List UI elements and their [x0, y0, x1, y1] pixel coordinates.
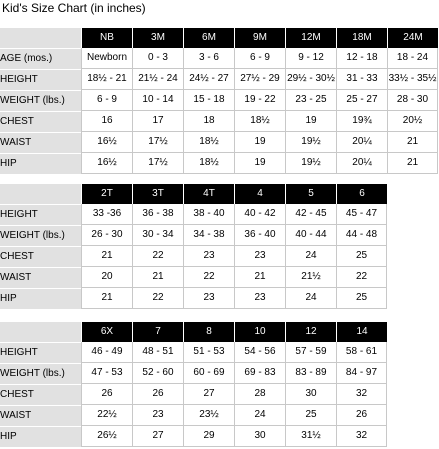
- table-cell: 25: [336, 246, 387, 267]
- table-row: [0, 204, 387, 225]
- table-cell: 44 - 48: [336, 225, 387, 246]
- size-table-toddler: [0, 184, 387, 309]
- table-header: [0, 184, 387, 204]
- table-row: [0, 225, 387, 246]
- table-cell: 27: [183, 384, 234, 405]
- table-row: [0, 342, 387, 363]
- row-label: WAIST: [0, 405, 81, 426]
- column-header: 12: [285, 322, 336, 342]
- column-header: 10: [234, 322, 285, 342]
- column-header: 3M: [132, 28, 183, 48]
- column-header: 9M: [234, 28, 285, 48]
- table-cell: 84 - 97: [336, 363, 387, 384]
- table-cell: 57 - 59: [285, 342, 336, 363]
- table-cell: 26½: [81, 426, 132, 447]
- table-cell: 19: [285, 111, 336, 132]
- table-cell: 24½ - 27: [183, 69, 234, 90]
- row-label: CHEST: [0, 384, 81, 405]
- column-header: 3T: [132, 184, 183, 204]
- table-cell: 45 - 47: [336, 204, 387, 225]
- table-cell: 36 - 40: [234, 225, 285, 246]
- table-cell: 20¼: [336, 153, 387, 174]
- row-label: HEIGHT: [0, 204, 81, 225]
- table-cell: 30 - 34: [132, 225, 183, 246]
- column-header: 4T: [183, 184, 234, 204]
- table-header: [0, 322, 387, 342]
- table-cell: 19: [234, 132, 285, 153]
- row-label: WEIGHT (lbs.): [0, 363, 81, 384]
- table-cell: 58 - 61: [336, 342, 387, 363]
- table-cell: 18 - 24: [387, 48, 438, 69]
- table-cell: 21: [81, 288, 132, 309]
- header-corner: [0, 28, 81, 48]
- table-cell: 69 - 83: [234, 363, 285, 384]
- column-header: 6M: [183, 28, 234, 48]
- table-cell: Newborn: [81, 48, 132, 69]
- table-cell: 51 - 53: [183, 342, 234, 363]
- column-header: 4: [234, 184, 285, 204]
- table-cell: 30: [285, 384, 336, 405]
- column-header: 24M: [387, 28, 438, 48]
- table-cell: 23: [183, 246, 234, 267]
- table-cell: 33 -36: [81, 204, 132, 225]
- table-cell: 16½: [81, 153, 132, 174]
- row-label: CHEST: [0, 111, 81, 132]
- column-header: 2T: [81, 184, 132, 204]
- table-cell: 21: [387, 132, 438, 153]
- row-label: HEIGHT: [0, 342, 81, 363]
- column-header: 7: [132, 322, 183, 342]
- table-cell: 25: [285, 405, 336, 426]
- table-cell: 20½: [387, 111, 438, 132]
- table-cell: 22: [132, 288, 183, 309]
- table-row: [0, 48, 438, 69]
- table-row: [0, 363, 387, 384]
- table-cell: 26: [132, 384, 183, 405]
- table-cell: 19½: [285, 132, 336, 153]
- table-cell: 29½ - 30½: [285, 69, 336, 90]
- column-header: NB: [81, 28, 132, 48]
- table-cell: 23½: [183, 405, 234, 426]
- table-cell: 23: [183, 288, 234, 309]
- table-cell: 28: [234, 384, 285, 405]
- table-cell: 24: [234, 405, 285, 426]
- table-cell: 46 - 49: [81, 342, 132, 363]
- column-header: 18M: [336, 28, 387, 48]
- table-cell: 18½: [234, 111, 285, 132]
- table-cell: 40 - 42: [234, 204, 285, 225]
- table-cell: 19¾: [336, 111, 387, 132]
- table-row: [0, 384, 387, 405]
- size-table-infant: [0, 28, 438, 174]
- table-cell: 26 - 30: [81, 225, 132, 246]
- table-cell: 18: [183, 111, 234, 132]
- row-label: WAIST: [0, 132, 81, 153]
- table-cell: 29: [183, 426, 234, 447]
- column-header: 8: [183, 322, 234, 342]
- table-cell: 54 - 56: [234, 342, 285, 363]
- table-row: [0, 90, 438, 111]
- table-cell: 31 - 33: [336, 69, 387, 90]
- table-cell: 20: [81, 267, 132, 288]
- table-cell: 18½ - 21: [81, 69, 132, 90]
- table-cell: 83 - 89: [285, 363, 336, 384]
- header-corner: [0, 322, 81, 342]
- table-cell: 23 - 25: [285, 90, 336, 111]
- row-label: HIP: [0, 426, 81, 447]
- table-cell: 18½: [183, 132, 234, 153]
- table-cell: 17: [132, 111, 183, 132]
- table-cell: 21: [132, 267, 183, 288]
- column-header: 14: [336, 322, 387, 342]
- table-cell: 60 - 69: [183, 363, 234, 384]
- table-cell: 48 - 51: [132, 342, 183, 363]
- table-cell: 18½: [183, 153, 234, 174]
- table-cell: 27½ - 29: [234, 69, 285, 90]
- row-label: CHEST: [0, 246, 81, 267]
- row-label: AGE (mos.): [0, 48, 81, 69]
- table-cell: 9 - 12: [285, 48, 336, 69]
- table-cell: 19: [234, 153, 285, 174]
- table-row: [0, 405, 387, 426]
- table-cell: 6 - 9: [234, 48, 285, 69]
- row-label: HEIGHT: [0, 69, 81, 90]
- row-label: WEIGHT (lbs.): [0, 225, 81, 246]
- table-cell: 21: [387, 153, 438, 174]
- table-cell: 19 - 22: [234, 90, 285, 111]
- table-cell: 25: [336, 288, 387, 309]
- page-title: Kid's Size Chart (in inches): [2, 1, 146, 15]
- column-header: 6X: [81, 322, 132, 342]
- table-cell: 23: [234, 246, 285, 267]
- table-cell: 25 - 27: [336, 90, 387, 111]
- table-row: [0, 246, 387, 267]
- row-label: WAIST: [0, 267, 81, 288]
- header-corner: [0, 184, 81, 204]
- table-cell: 21½ - 24: [132, 69, 183, 90]
- table-cell: 26: [81, 384, 132, 405]
- table-cell: 0 - 3: [132, 48, 183, 69]
- table-cell: 26: [336, 405, 387, 426]
- table-row: [0, 153, 438, 174]
- table-row: [0, 132, 438, 153]
- table-cell: 52 - 60: [132, 363, 183, 384]
- table-cell: 6 - 9: [81, 90, 132, 111]
- table-cell: 21½: [285, 267, 336, 288]
- table-cell: 24: [285, 246, 336, 267]
- column-header: 12M: [285, 28, 336, 48]
- row-label: WEIGHT (lbs.): [0, 90, 81, 111]
- table-cell: 21: [234, 267, 285, 288]
- row-label: HIP: [0, 153, 81, 174]
- table-cell: 22: [132, 246, 183, 267]
- table-cell: 10 - 14: [132, 90, 183, 111]
- table-cell: 34 - 38: [183, 225, 234, 246]
- table-cell: 17½: [132, 132, 183, 153]
- table-cell: 20¼: [336, 132, 387, 153]
- table-row: [0, 288, 387, 309]
- table-header: [0, 28, 438, 48]
- table-cell: 22: [336, 267, 387, 288]
- size-table-kids: [0, 322, 387, 447]
- table-cell: 32: [336, 384, 387, 405]
- table-cell: 3 - 6: [183, 48, 234, 69]
- table-cell: 38 - 40: [183, 204, 234, 225]
- table-row: [0, 426, 387, 447]
- table-cell: 22: [183, 267, 234, 288]
- table-cell: 32: [336, 426, 387, 447]
- column-header: 5: [285, 184, 336, 204]
- table-cell: 47 - 53: [81, 363, 132, 384]
- table-cell: 28 - 30: [387, 90, 438, 111]
- table-row: [0, 111, 438, 132]
- table-cell: 33½ - 35½: [387, 69, 438, 90]
- table-cell: 23: [132, 405, 183, 426]
- table-cell: 16½: [81, 132, 132, 153]
- table-cell: 31½: [285, 426, 336, 447]
- table-cell: 21: [81, 246, 132, 267]
- table-cell: 42 - 45: [285, 204, 336, 225]
- table-row: [0, 69, 438, 90]
- table-cell: 19½: [285, 153, 336, 174]
- table-cell: 30: [234, 426, 285, 447]
- row-label: HIP: [0, 288, 81, 309]
- table-cell: 27: [132, 426, 183, 447]
- table-cell: 17½: [132, 153, 183, 174]
- column-header: 6: [336, 184, 387, 204]
- table-cell: 36 - 38: [132, 204, 183, 225]
- table-cell: 23: [234, 288, 285, 309]
- table-cell: 40 - 44: [285, 225, 336, 246]
- table-cell: 16: [81, 111, 132, 132]
- table-cell: 24: [285, 288, 336, 309]
- table-cell: 22½: [81, 405, 132, 426]
- table-cell: 15 - 18: [183, 90, 234, 111]
- table-row: [0, 267, 387, 288]
- table-cell: 12 - 18: [336, 48, 387, 69]
